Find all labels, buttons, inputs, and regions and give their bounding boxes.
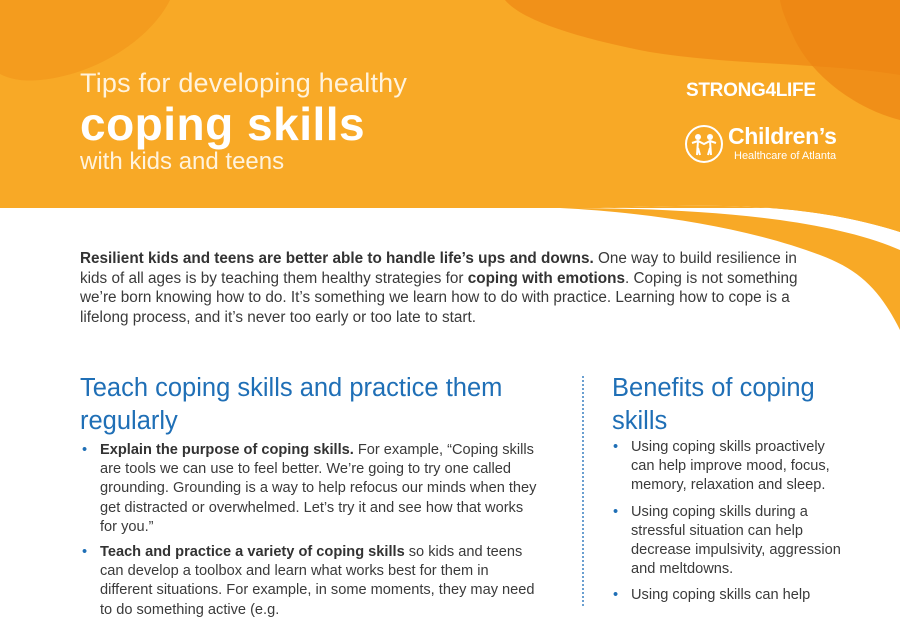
list-item-lead: Teach and practice a variety of coping skills — [100, 544, 405, 561]
intro-lead: Resilient kids and teens are better able to handle life’s ups and downs. — [80, 250, 594, 267]
bullet-icon: • — [82, 442, 88, 458]
childrens-brand-sub: Healthcare of Atlanta — [734, 150, 837, 162]
list-item-text: Using coping skills during a stressful situation can help decrease impulsivity, aggression and meltdowns. — [631, 503, 841, 578]
bullet-icon: • — [82, 544, 88, 561]
list-item — [80, 441, 540, 537]
intro-text-1: One way to build resilience in kids of all ages is by teaching them healthy strategies for — [80, 250, 797, 287]
benefits-list — [611, 438, 851, 613]
list-item — [611, 586, 851, 605]
title-line-1: Tips for developing healthy — [80, 68, 408, 98]
intro-paragraph — [80, 249, 820, 327]
intro-text-2: . Coping is not something we’re born knowing how to do. It’s something we learn how to do with practice. Learning how to cope is a lifelong process, and it’s never too early or too late to start. — [80, 269, 798, 326]
list-item — [611, 503, 851, 580]
list-item-lead: Explain the purpose of coping skills. — [100, 442, 354, 458]
list-item — [80, 543, 540, 620]
list-item-text: Using coping skills proactively can help improve mood, focus, memory, relaxation and sleep. — [631, 439, 830, 494]
title-line-3: with kids and teens — [80, 148, 285, 175]
bullet-icon: • — [613, 587, 619, 604]
bullet-icon: • — [613, 439, 619, 455]
strong4life-logo: STRONG4LIFE — [686, 80, 816, 101]
column-divider — [582, 376, 584, 606]
section-heading-teach: Teach coping skills and practice them regularly — [80, 374, 503, 435]
section-heading-benefits: Benefits of coping skills — [612, 374, 815, 435]
teach-list — [80, 441, 540, 626]
intro-emphasis: coping with emotions — [467, 269, 625, 287]
childrens-brand-name: Children’s — [728, 123, 837, 149]
list-item — [611, 438, 851, 496]
list-item-text: For example, “Coping skills are tools we can use to feel better. We’re going to try one called grounding. Grounding is a way to help refocus our minds when they get distracted or overwhelmed. Let’s try it and see how that works for you.” — [100, 442, 537, 535]
list-item-text: so kids and teens can develop a toolbox and learn what works best for them in different situations. For example, in some moments, they may need to do something active (e.g. — [100, 544, 535, 618]
bullet-icon: • — [613, 503, 619, 520]
list-item-text: Using coping skills can help — [631, 587, 811, 604]
childrens-emblem-icon — [684, 124, 724, 164]
page-title: coping skills — [80, 98, 366, 150]
